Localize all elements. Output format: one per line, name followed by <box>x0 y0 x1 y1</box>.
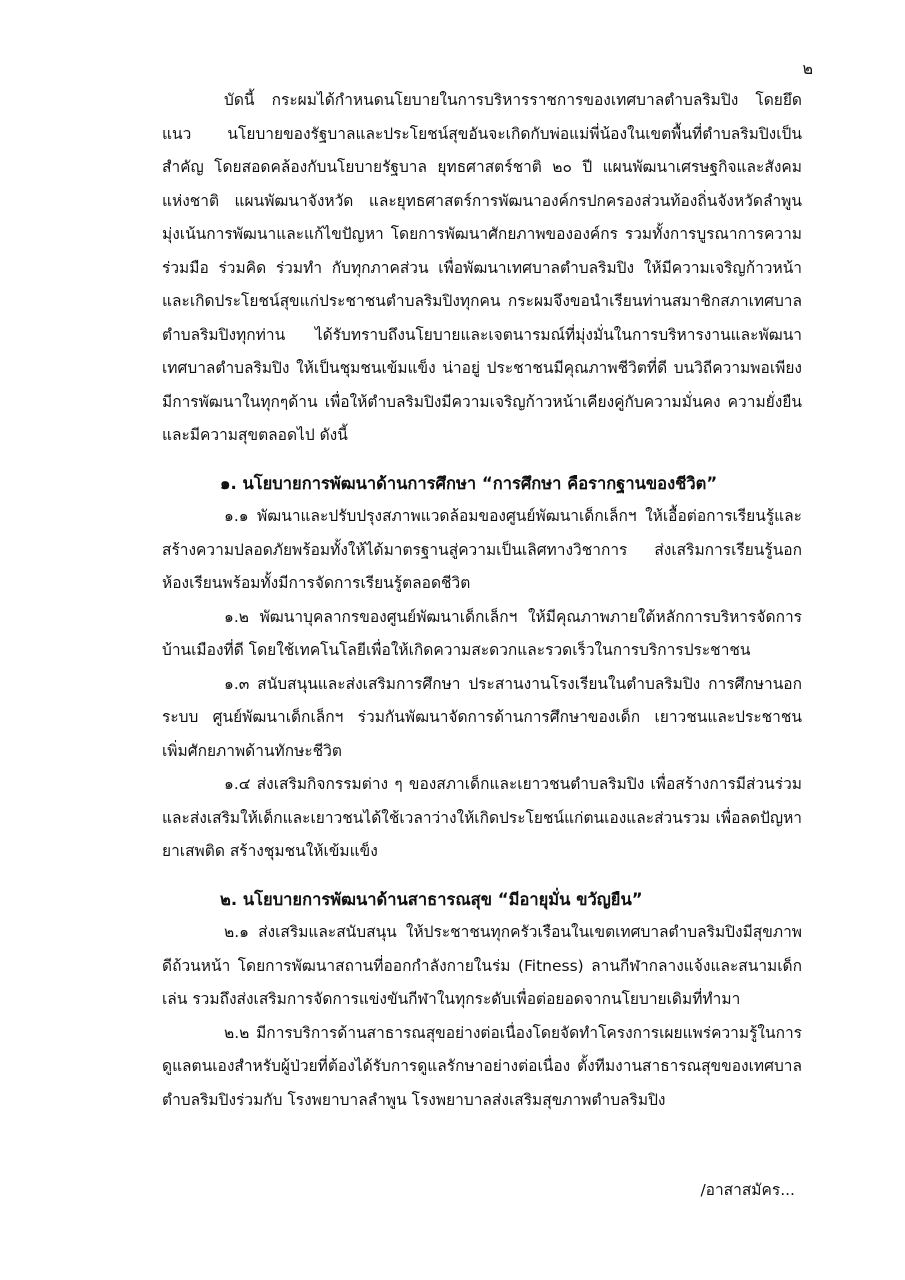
intro-paragraph: บัดนี้ กระผมได้กำหนดนโยบายในการบริหารราชการของเทศบาลตำบลริมปิง โดยยึดแนว นโยบายของรัฐบาลและประโยชน์สุขอันจะเกิดกับพ่อแม่พี่น้องในเขตพื้นที่ตำบลริมปิงเป็นสำคัญ โดยสอดคล้องกับนโยบายรัฐบาล ยุทธศาสตร์ชาติ ๒๐ ปี แผนพัฒนาเศรษฐกิจและสังคมแห่งชาติ แผนพัฒนาจังหวัด และยุทธศาสตร์การพัฒนาองค์กรปกครองส่วนท้องถิ่นจังหวัดลำพูน มุ่งเน้นการพัฒนาและแก้ไขปัญหา โดยการพัฒนาศักยภาพขององค์กร รวมทั้งการบูรณาการความร่วมมือ ร่วมคิด ร่วมทำ กับทุกภาคส่วน เพื่อพัฒนาเทศบาลตำบลริมปิง ให้มีความเจริญก้าวหน้า และเกิดประโยชน์สุขแก่ประชาชนตำบลริมปิงทุกคน กระผมจึงขอนำเรียนท่านสมาชิกสภาเทศบาลตำบลริมปิงทุกท่าน ได้รับทราบถึงนโยบายและเจตนารมณ์ที่มุ่งมั่นในการบริหารงานและพัฒนาเทศบาลตำบลริมปิง ให้เป็นชุมชนเข้มแข็ง น่าอยู่ ประชาชนมีคุณภาพชีวิตที่ดี บนวิถีความพอเพียง มีการพัฒนาในทุกๆด้าน เพื่อให้ตำบลริมปิงมีความเจริญก้าวหน้าเคียงคู่กับความมั่นคง ความยั่งยืน และมีความสุขตลอดไป ดังนี้ <box>162 91 802 444</box>
document-body <box>162 84 802 1117</box>
policy-item: ๒.๑ ส่งเสริมและสนับสนุน ให้ประชาชนทุกครัวเรือนในเขตเทศบาลตำบลริมปิงมีสุขภาพดีถ้วนหน้า โดยการพัฒนาสถานที่ออกกำลังกายในร่ม (Fitness) ลานกีฬากลางแจ้งและสนามเด็กเล่น รวมถึงส่งเสริมการจัดการแข่งขันกีฬาในทุกระดับเพื่อต่อยอดจากนโยบายเดิมที่ทำมา <box>162 923 802 1008</box>
policy-item: ๑.๓ สนับสนุนและส่งเสริมการศึกษา ประสานงานโรงเรียนในตำบลริมปิง การศึกษานอกระบบ ศูนย์พัฒนาเด็กเล็กฯ ร่วมกันพัฒนาจัดการด้านการศึกษาของเด็ก เยาวชนและประชาชน เพิ่มศักยภาพด้านทักษะชีวิต <box>162 674 802 760</box>
continuation-marker: /อาสาสมัคร... <box>700 1181 795 1199</box>
policy-item: ๒.๒ มีการบริการด้านสาธารณสุขอย่างต่อเนื่องโดยจัดทำโครงการเผยแพร่ความรู้ในการดูแลตนเองสำหรับผู้ป่วยที่ต้องได้รับการดูแลรักษาอย่างต่อเนื่อง ตั้งทีมงานสาธารณสุขของเทศบาลตำบลริมปิงร่วมกับ โรงพยาบาลลำพูน โรงพยาบาลส่งเสริมสุขภาพตำบลริมปิง <box>162 1023 802 1109</box>
section-heading: ๑. นโยบายการพัฒนาด้านการศึกษา “การศึกษา คือรากฐานของชีวิต” <box>220 473 718 493</box>
policy-item: ๑.๑ พัฒนาและปรับปรุงสภาพแวดล้อมของศูนย์พัฒนาเด็กเล็กฯ ให้เอื้อต่อการเรียนรู้และสร้างความปลอดภัยพร้อมทั้งให้ได้มาตรฐานสู่ความเป็นเลิศทางวิชาการ ส่งเสริมการเรียนรู้นอกห้องเรียนพร้อมทั้งมีการจัดการเรียนรู้ตลอดชีวิต <box>162 507 802 592</box>
section-education <box>162 467 802 869</box>
section-heading: ๒. นโยบายการพัฒนาด้านสาธารณสุข “มีอายุมั่น ขวัญยืน” <box>220 889 643 909</box>
policy-item: ๑.๒ พัฒนาบุคลากรของศูนย์พัฒนาเด็กเล็กฯ ให้มีคุณภาพภายใต้หลักการบริหารจัดการบ้านเมืองที่ดี โดยใช้เทคโนโลยีเพื่อให้เกิดความสะดวกและรวดเร็วในการบริการประชาชน <box>162 607 802 659</box>
policy-item: ๑.๔ ส่งเสริมกิจกรรมต่าง ๆ ของสภาเด็กและเยาวชนตำบลริมปิง เพื่อสร้างการมีส่วนร่วมและส่งเสริมให้เด็กและเยาวชนได้ใช้เวลาว่างให้เกิดประโยชน์แก่ตนเองและส่วนรวม เพื่อลดปัญหายาเสพติด สร้างชุมชนให้เข้มแข็ง <box>162 775 802 860</box>
page-number: ๒ <box>802 59 813 78</box>
section-public-health <box>162 883 802 1118</box>
